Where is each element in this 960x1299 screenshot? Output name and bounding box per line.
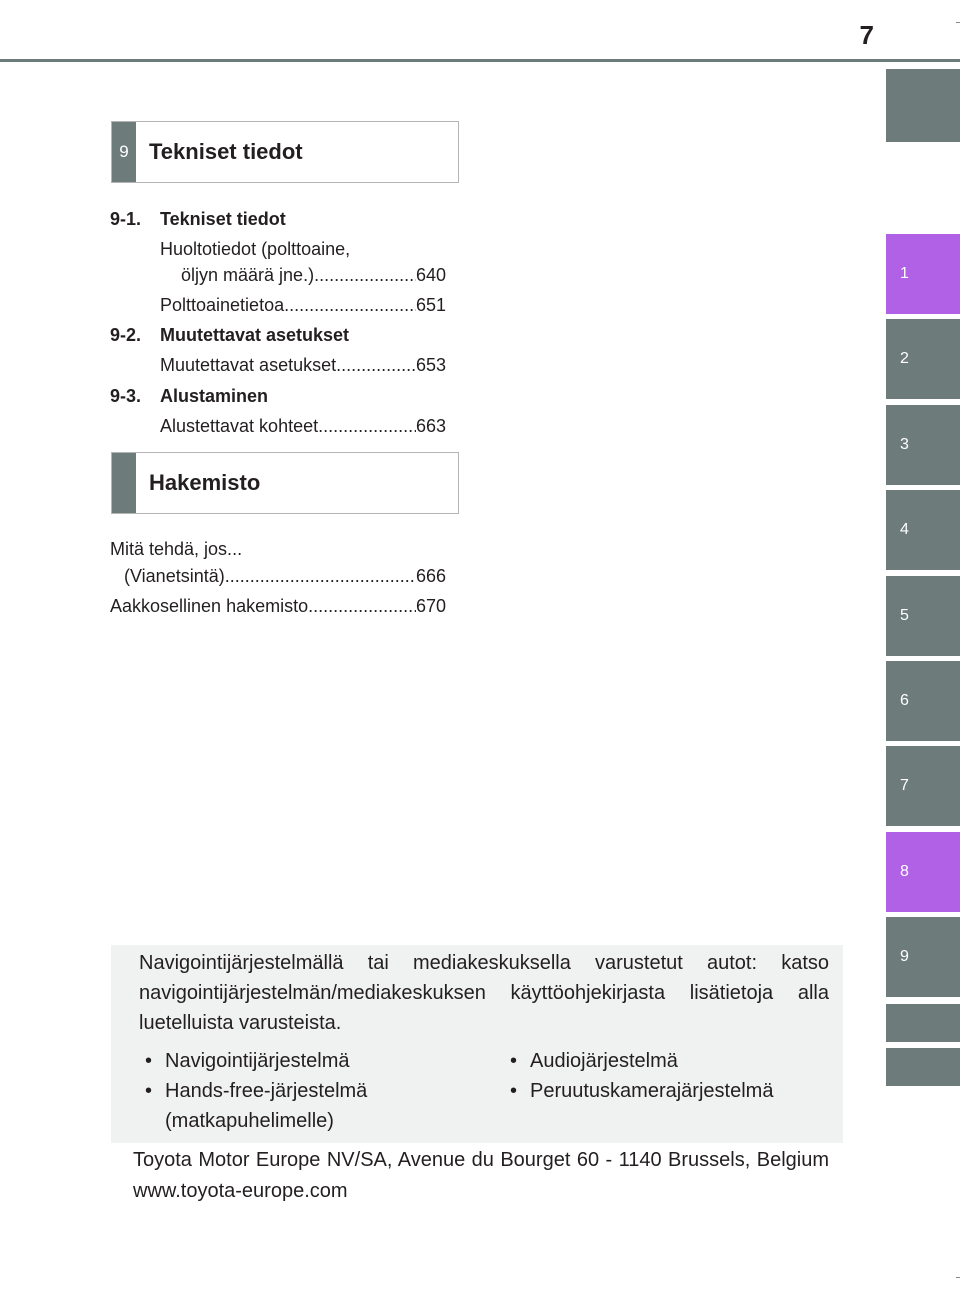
info-box bbox=[111, 945, 843, 1143]
tab-blank-1[interactable] bbox=[886, 1004, 960, 1042]
bullet-item-continuation: (matkapuhelimelle) bbox=[165, 1110, 334, 1132]
tab-6[interactable]: 6 bbox=[886, 661, 960, 741]
toc-entry[interactable]: Alustettavat kohteet ..... 663 bbox=[160, 415, 446, 437]
index-marker bbox=[112, 453, 136, 513]
toc-entry[interactable]: (Vianetsintä) ..... 666 bbox=[110, 565, 446, 587]
header-rule bbox=[0, 59, 960, 62]
section-9-heading bbox=[111, 121, 459, 183]
footer-publisher: Toyota Motor Europe NV/SA, Avenue du Bourget 60 - 1140 Brussels, Belgium www.toyota-europe.com bbox=[133, 1149, 829, 1202]
subsection-9-2: 9-2. Muutettavat asetukset bbox=[110, 325, 350, 345]
subsection-9-3: 9-3. Alustaminen bbox=[110, 386, 269, 406]
corner-tick-bottom bbox=[956, 1277, 960, 1278]
tab-3[interactable]: 3 bbox=[886, 405, 960, 485]
bullet-item: • Navigointijärjestelmä bbox=[145, 1050, 350, 1072]
toc-entry-line1: Huoltotiedot (polttoaine, bbox=[160, 239, 351, 259]
toc-entry[interactable]: öljyn määrä jne.) ..... 640 bbox=[160, 264, 446, 286]
toc-entry-line1: Mitä tehdä, jos... bbox=[110, 539, 243, 559]
bullet-item: • Hands-free-järjestelmä bbox=[145, 1080, 368, 1102]
tab-5[interactable]: 5 bbox=[886, 576, 960, 656]
tab-7[interactable]: 7 bbox=[886, 746, 960, 826]
index-heading bbox=[111, 452, 459, 514]
tab-1[interactable]: 1 bbox=[886, 234, 960, 314]
toc-entry[interactable]: Polttoainetietoa ..... 651 bbox=[160, 294, 446, 316]
bullet-item: • Peruutuskamerajärjestelmä bbox=[510, 1080, 774, 1102]
tab-9[interactable]: 9 bbox=[886, 917, 960, 997]
toc-entry[interactable]: Aakkosellinen hakemisto ..... 670 bbox=[110, 595, 446, 617]
bullet-item: • Audiojärjestelmä bbox=[510, 1050, 678, 1072]
info-text: Navigointijärjestelmällä tai mediakeskuksella varustetut autot: katso navigointijärjestelmän/mediakeskuksen käyttöohjekirjasta lisätietoja alla luetelluista varusteista. bbox=[139, 952, 829, 1034]
tab-4[interactable]: 4 bbox=[886, 490, 960, 570]
page-number: 7 bbox=[859, 20, 874, 50]
index-title: Hakemisto bbox=[149, 470, 261, 495]
corner-tick-top bbox=[956, 22, 960, 23]
tab-8[interactable]: 8 bbox=[886, 832, 960, 912]
section-9-marker: 9 bbox=[112, 122, 136, 182]
tab-blank-2[interactable] bbox=[886, 1048, 960, 1086]
tab-blank-top[interactable] bbox=[886, 69, 960, 142]
tab-2[interactable]: 2 bbox=[886, 319, 960, 399]
toc-entry[interactable]: Muutettavat asetukset ..... 653 bbox=[160, 354, 446, 376]
subsection-9-1: 9-1. Tekniset tiedot bbox=[110, 209, 286, 229]
section-9-title: Tekniset tiedot bbox=[149, 139, 303, 164]
